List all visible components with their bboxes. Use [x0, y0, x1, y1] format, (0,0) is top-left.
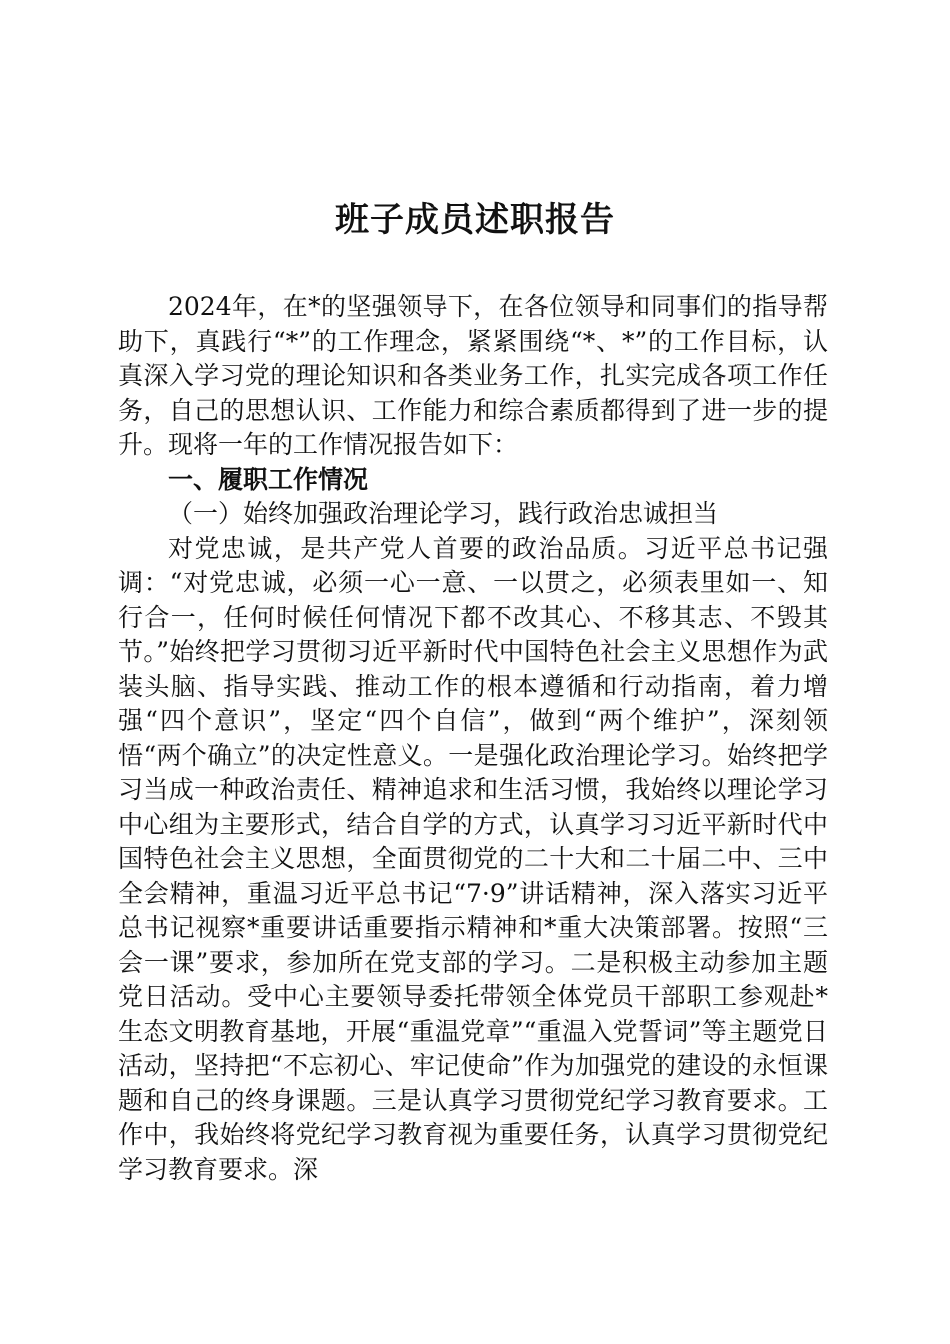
section-heading: 一、履职工作情况 — [168, 464, 369, 494]
intro-paragraph: 2024年，在*的坚强领导下，在各位领导和同事们的指导帮助下，真践行“*”的工作理念，紧紧围绕“*、*”的工作目标，认真深入学习党的理论知识和各类业务工作，扎实完成各项工作任务，自己的思想认识、工作能力和综合素质都得到了进一步的提升。现将一年的工作情况报告如下： — [118, 292, 828, 459]
subsection-heading: （一）始终加强政治理论学习，践行政治忠诚担当 — [168, 499, 719, 528]
body-paragraph: 对党忠诚，是共产党人首要的政治品质。习近平总书记强调：“对党忠诚，必须一心一意、一以贯之，必须表里如一、知行合一，任何时候任何情况下都不改其心、不移其志、不毁其节。”始终把学习贯彻习近平新时代中国特色社会主义思想作为武装头脑、指导实践、推动工作的根本遵循和行动指南，着力增强“四个意识”，坚定“四个自信”，做到“两个维护”，深刻领悟“两个确立”的决定性意义。一是强化政治理论学习。始终把学习当成一种政治责任、精神追求和生活习惯，我始终以理论学习中心组为主要形式，结合自学的方式，认真学习习近平新时代中国特色社会主义思想，全面贯彻党的二十大和二十届二中、三中全会精神，重温习近平总书记“7·9”讲话精神，深入落实习近平总书记视察*重要讲话重要指示精神和*重大决策部署。按照“三会一课”要求，参加所在党支部的学习。二是积极主动参加主题党日活动。受中心主要领导委托带领全体党员干部职工参观赴*生态文明教育基地，开展“重温党章”“重温入党誓词”等主题党日活动，坚持把“不忘初心、牢记使命”作为加强党的建设的永恒课题和自己的终身课题。三是认真学习贯彻党纪学习教育要求。工作中，我始终将党纪学习教育视为重要任务，认真学习贯彻党纪学习教育要求。深 — [118, 533, 828, 1184]
document-title: 班子成员述职报告 — [335, 200, 615, 240]
document-body — [118, 290, 828, 1187]
